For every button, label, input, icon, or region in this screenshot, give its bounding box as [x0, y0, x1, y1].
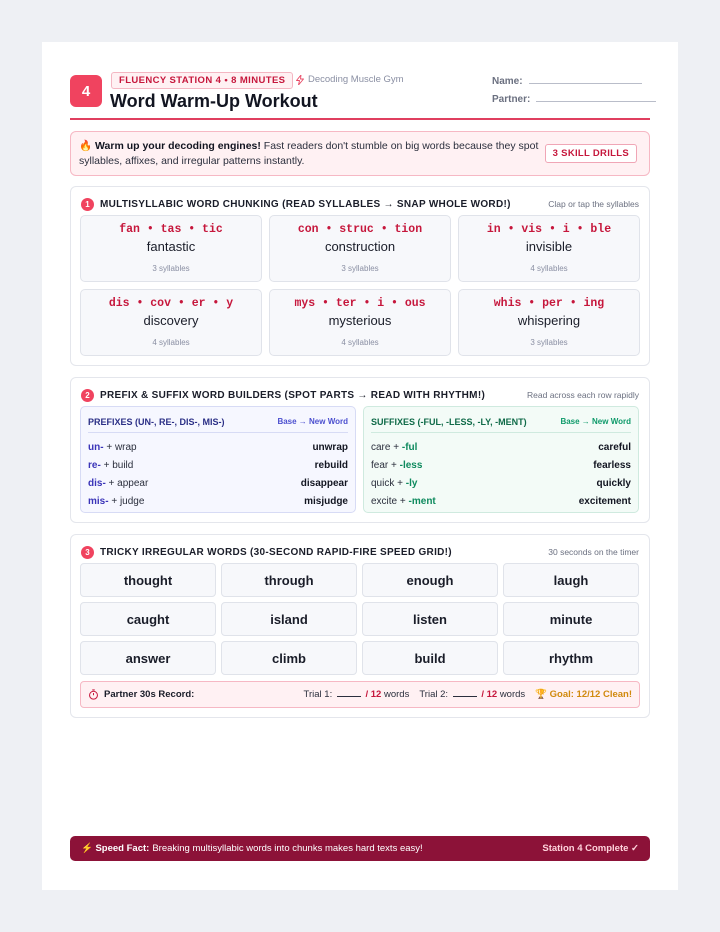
- syllable-parts: con • struc • tion: [297, 223, 423, 236]
- new-word: careful: [598, 441, 631, 453]
- suffix-row: [371, 474, 631, 492]
- fire-icon: 🔥: [79, 140, 93, 152]
- section-hint: Clap or tap the syllables: [548, 199, 639, 209]
- prefix-box-title: PREFIXES (UN-, RE-, DIS-, MIS-): [88, 416, 225, 427]
- speed-grid: [80, 563, 639, 675]
- speed-word: minute: [503, 602, 639, 636]
- suffix: -ful: [401, 441, 418, 453]
- prefix-row: [88, 456, 348, 474]
- syllable-count: 3 syllables: [341, 264, 379, 273]
- new-word: disappear: [300, 477, 348, 489]
- partner-record-bar: [80, 681, 640, 708]
- gym-label-text: Decoding Muscle Gym: [308, 74, 404, 85]
- syllable-word: invisible: [525, 239, 573, 254]
- syllable-count: 4 syllables: [530, 264, 568, 273]
- trial-2-total: / 12: [481, 689, 498, 700]
- suffix-box-header: [371, 411, 631, 433]
- name-line[interactable]: [529, 83, 642, 84]
- syllable-count: 3 syllables: [530, 338, 568, 347]
- base-word: care +: [371, 441, 402, 453]
- section-hint: 30 seconds on the timer: [548, 547, 639, 557]
- syllable-card: [458, 289, 640, 356]
- page-title: Word Warm-Up Workout: [110, 91, 318, 111]
- section-hint: Read across each row rapidly: [527, 390, 639, 400]
- new-word: unwrap: [312, 441, 348, 453]
- trial-2-words: words: [499, 689, 526, 700]
- section-word-builders: [70, 377, 650, 523]
- station-number-badge: 4: [70, 75, 102, 107]
- trials: [304, 689, 526, 700]
- speed-fact-footer: [70, 836, 650, 861]
- section-title: MULTISYLLABIC WORD CHUNKING (READ SYLLABLES → SNAP WHOLE WORD!): [100, 198, 511, 210]
- prefix-row: [88, 438, 348, 456]
- base-word: fear +: [371, 459, 400, 471]
- trial-1: [304, 689, 410, 700]
- prefix-row: [88, 474, 348, 492]
- trial-1-total: / 12: [365, 689, 382, 700]
- lightning-icon: [295, 75, 305, 85]
- intro-text: [79, 139, 547, 169]
- speed-word: through: [221, 563, 357, 597]
- intro-callout: [70, 131, 650, 176]
- stopwatch-icon: [88, 689, 99, 700]
- gym-label: [295, 74, 404, 85]
- prefix: re-: [88, 459, 101, 471]
- syllable-parts: whis • per • ing: [493, 297, 605, 310]
- station-complete: Station 4 Complete ✓: [542, 843, 639, 854]
- base-word: excite +: [371, 495, 409, 507]
- speed-word: laugh: [503, 563, 639, 597]
- suffix-box-title: SUFFIXES (-FUL, -LESS, -LY, -MENT): [371, 416, 527, 427]
- syllable-word: discovery: [143, 313, 199, 328]
- speed-word: build: [362, 641, 498, 675]
- suffix: -ment: [408, 495, 436, 507]
- prefix: mis-: [88, 495, 109, 507]
- suffix: -ly: [405, 477, 418, 489]
- section-header: [81, 545, 639, 559]
- name-field[interactable]: [492, 76, 642, 87]
- speed-word: climb: [221, 641, 357, 675]
- intro-body: Fast readers don't stumble on big words because they spot syllables, affixes, and irregular patterns instantly.: [79, 140, 539, 167]
- syllable-parts: mys • ter • i • ous: [294, 297, 426, 310]
- speed-word: listen: [362, 602, 498, 636]
- section-title: PREFIX & SUFFIX WORD BUILDERS (SPOT PARTS → READ WITH RHYTHM!): [100, 389, 486, 401]
- syllable-word: whispering: [517, 313, 581, 328]
- suffix: -less: [399, 459, 423, 471]
- prefix-rows: [88, 438, 348, 510]
- suffix-row: [371, 492, 631, 510]
- speed-word: enough: [362, 563, 498, 597]
- section-number: 2: [81, 389, 94, 402]
- speed-word: caught: [80, 602, 216, 636]
- base-word: quick +: [371, 477, 406, 489]
- syllable-card: [269, 289, 451, 356]
- suffix-rows: [371, 438, 631, 510]
- prefix-row: [88, 492, 348, 510]
- partner-field[interactable]: [492, 94, 656, 105]
- intro-bold: Warm up your decoding engines!: [95, 140, 261, 152]
- base-word: + wrap: [103, 441, 137, 453]
- record-label: Partner 30s Record:: [104, 689, 195, 700]
- syllable-card: [269, 215, 451, 282]
- prefix: dis-: [88, 477, 106, 489]
- goal-text: 🏆 Goal: 12/12 Clean!: [535, 689, 632, 700]
- section-number: 3: [81, 546, 94, 559]
- speed-word: answer: [80, 641, 216, 675]
- worksheet-header: [70, 72, 650, 120]
- prefix: un-: [88, 441, 104, 453]
- trial-2: [419, 689, 525, 700]
- syllable-card: [458, 215, 640, 282]
- station-tag: FLUENCY STATION 4 • 8 MINUTES: [111, 72, 293, 89]
- speed-word: island: [221, 602, 357, 636]
- suffix-box-tag: Base → New Word: [560, 417, 631, 426]
- syllable-parts: dis • cov • er • y: [108, 297, 234, 310]
- base-word: + judge: [108, 495, 145, 507]
- suffix-row: [371, 456, 631, 474]
- syllable-word: fantastic: [146, 239, 196, 254]
- speed-fact-label: ⚡ Speed Fact:: [81, 843, 150, 854]
- trial-2-blank[interactable]: [453, 689, 477, 697]
- section-irregular-words: [70, 534, 650, 718]
- prefix-box-tag: Base → New Word: [277, 417, 348, 426]
- syllable-parts: fan • tas • tic: [119, 223, 223, 236]
- new-word: misjudge: [304, 495, 348, 507]
- trial-1-words: words: [384, 689, 410, 700]
- speed-fact-text: Breaking multisyllabic words into chunks makes hard texts easy!: [152, 843, 423, 854]
- base-word: + appear: [105, 477, 149, 489]
- new-word: excitement: [578, 495, 631, 507]
- suffix-box: [363, 406, 639, 513]
- new-word: quickly: [596, 477, 631, 489]
- name-label: Name:: [492, 76, 523, 87]
- base-word: + build: [100, 459, 134, 471]
- suffix-row: [371, 438, 631, 456]
- section-title: TRICKY IRREGULAR WORDS (30-SECOND RAPID-FIRE SPEED GRID!): [100, 546, 452, 558]
- syllable-parts: in • vis • i • ble: [486, 223, 612, 236]
- section-chunking: [70, 186, 650, 366]
- new-word: rebuild: [314, 459, 348, 471]
- worksheet-page: [42, 42, 678, 890]
- speed-word: thought: [80, 563, 216, 597]
- trial-1-blank[interactable]: [337, 689, 361, 697]
- section-header: [81, 388, 639, 402]
- partner-label: Partner:: [492, 94, 531, 105]
- syllable-count: 3 syllables: [152, 264, 190, 273]
- syllable-count: 4 syllables: [341, 338, 379, 347]
- trial-1-label: Trial 1:: [303, 689, 333, 700]
- speed-word: rhythm: [503, 641, 639, 675]
- trial-2-label: Trial 2:: [419, 689, 449, 700]
- new-word: fearless: [593, 459, 631, 471]
- syllable-card: [80, 215, 262, 282]
- section-header: [81, 197, 639, 211]
- syllable-count: 4 syllables: [152, 338, 190, 347]
- section-number: 1: [81, 198, 94, 211]
- syllable-card: [80, 289, 262, 356]
- partner-line[interactable]: [536, 101, 656, 102]
- skill-drills-badge: 3 SKILL DRILLS: [545, 144, 637, 163]
- syllable-word: construction: [324, 239, 396, 254]
- prefix-box: [80, 406, 356, 513]
- syllable-grid: [80, 215, 640, 356]
- prefix-box-header: [88, 411, 348, 433]
- syllable-word: mysterious: [328, 313, 392, 328]
